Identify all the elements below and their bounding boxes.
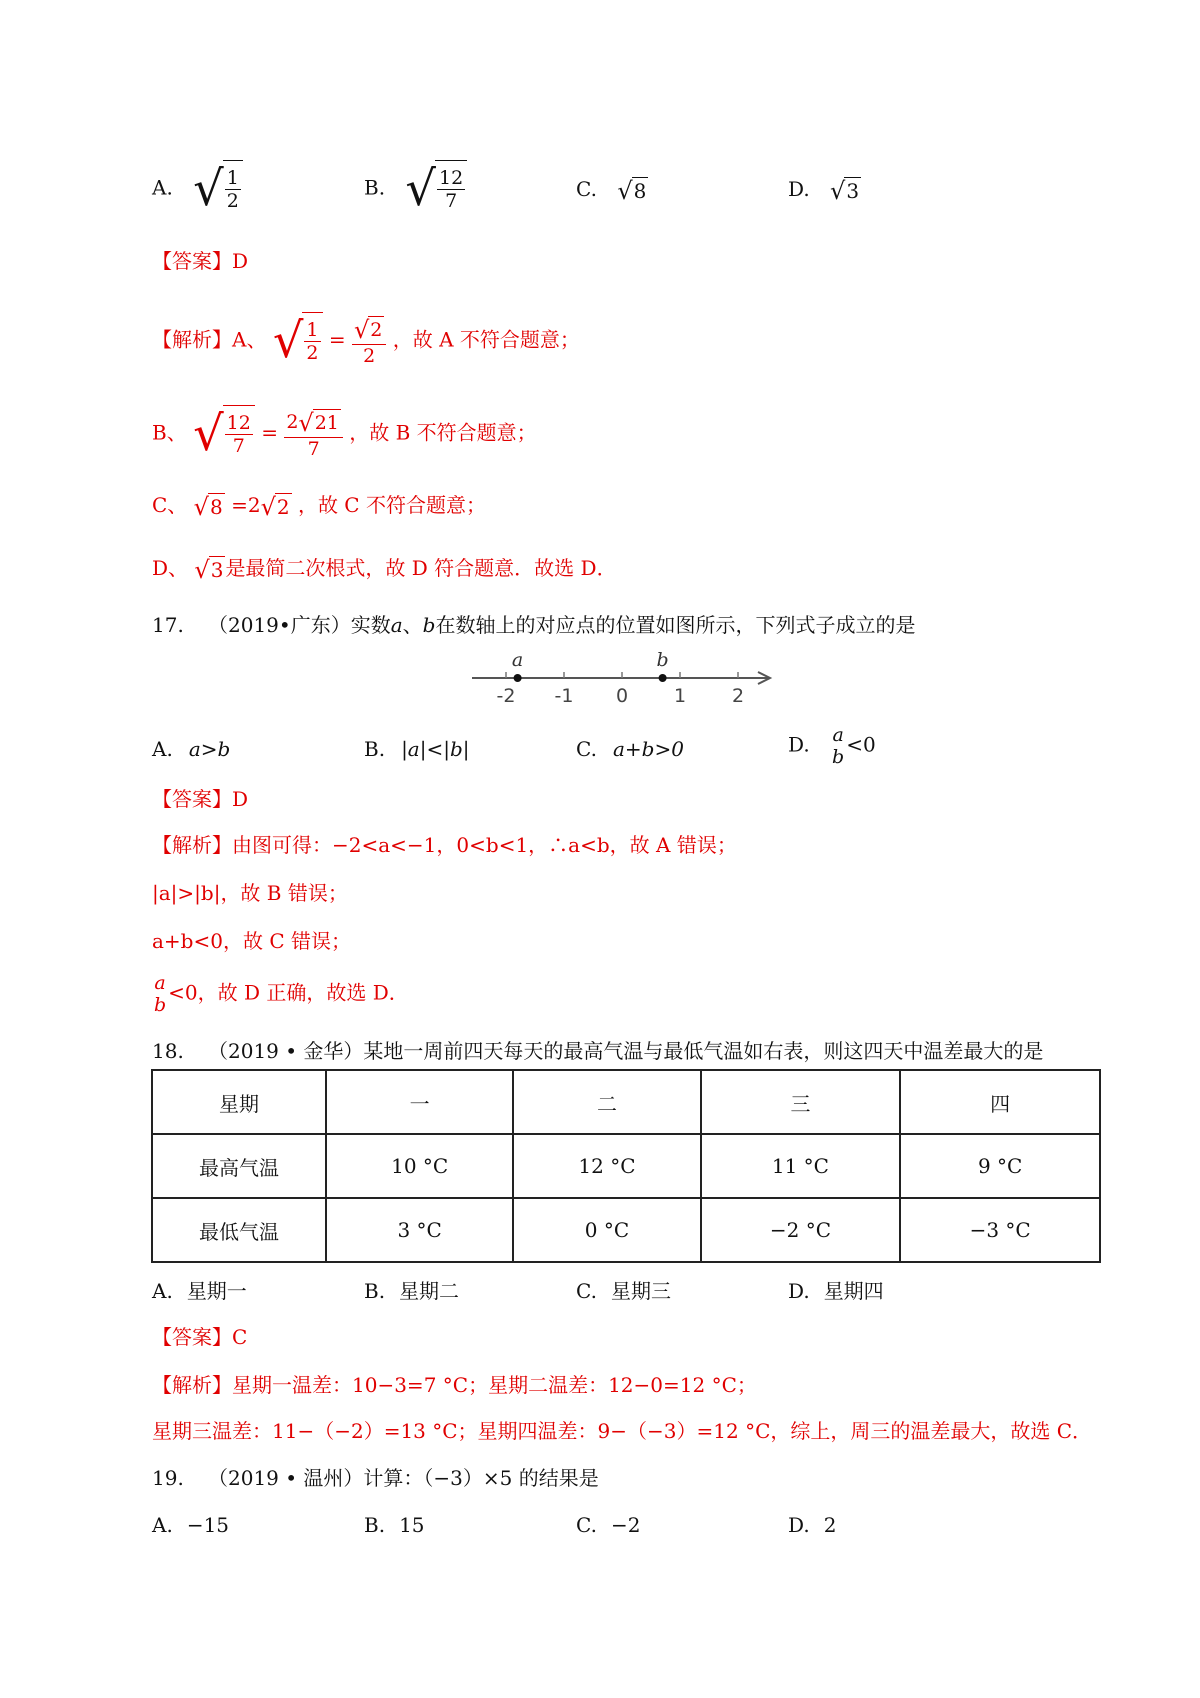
q16-option-a: A. √ $\frac{1}{2}$ [152, 160, 243, 218]
q17-option-d: D. a b <0 [788, 724, 876, 768]
q17-option-c: C. a+b>0 [576, 737, 684, 761]
sqrt-symbol: √ 8 [193, 492, 223, 521]
table-cell: 3 °C [326, 1198, 513, 1262]
sqrt-symbol: √ $\frac{1}{2}$ [193, 160, 243, 218]
temperature-table [151, 1069, 1101, 1263]
q17-answer: 【答案】D [152, 787, 249, 811]
table-cell: 9 °C [900, 1134, 1100, 1198]
q18-analysis-line-1: 【解析】星期一温差：10−3=7 °C；星期二温差：12−0=12 °C； [152, 1373, 757, 1397]
q18-option-c: C. 星期三 [576, 1279, 671, 1303]
q18-answer: 【答案】C [152, 1325, 248, 1349]
q17-analysis-line-1: 【解析】由图可得：−2<a<−1，0<b<1，∴a<b，故 A 错误； [152, 833, 737, 857]
number-line-point-b [659, 674, 667, 682]
q17-option-a: A. a>b [152, 737, 231, 761]
q17-option-b: B. |a|<|b| [364, 737, 470, 761]
table-cell: 四 [900, 1070, 1100, 1134]
table-cell: 一 [326, 1070, 513, 1134]
table-cell: 最高气温 [152, 1134, 326, 1198]
q16-option-b: B. √ $\frac{12}{7}$ [364, 160, 467, 218]
q17-stem: 17. （2019•广东）实数a、b在数轴上的对应点的位置如图所示，下列式子成立的是 [152, 613, 916, 637]
q18-stem: 18. （2019 • 金华）某地一周前四天每天的最高气温与最低气温如右表，则这四天中温差最大的是 [152, 1039, 1044, 1063]
table-cell: 0 °C [513, 1198, 700, 1262]
sqrt-symbol: √ 3 [194, 555, 224, 584]
q19-stem: 19. （2019 • 温州）计算：（−3）×5 的结果是 [152, 1466, 599, 1490]
sqrt-symbol: √ 8 [617, 176, 647, 205]
sqrt-symbol: √ 3 [830, 176, 860, 205]
table-row [152, 1198, 1100, 1262]
q16-analysis-b: B、 √ $\frac{12}{7}$ = 2 √ 21 7 ，故 B 不符合题意； [152, 406, 537, 462]
table-row [152, 1134, 1100, 1198]
q19-option-c: C. −2 [576, 1513, 641, 1537]
table-cell: 10 °C [326, 1134, 513, 1198]
q16-analysis-a: 【解析】A、 √ $\frac{1}{2}$ = √ 2 2 ，故 A 不符合题意； [152, 313, 580, 369]
number-line-point-a [514, 674, 522, 682]
q18-option-a: A. 星期一 [152, 1279, 247, 1303]
sqrt-symbol: √ 2 [260, 492, 290, 521]
q19-option-d: D. 2 [788, 1513, 837, 1537]
table-cell: 最低气温 [152, 1198, 326, 1262]
number-line-point-label-a: a [511, 650, 524, 671]
q16-option-c: C. √ 8 [576, 176, 647, 205]
q16-analysis-c: C、 √ 8 =2 √ 2 ，故 C 不符合题意； [152, 492, 486, 521]
number-line-tick-label: 0 [615, 685, 629, 707]
number-line-tick-label: -1 [554, 685, 574, 707]
number-line-tick-label: -2 [496, 685, 516, 707]
number-line-tick-label: 2 [731, 685, 745, 707]
table-cell: 12 °C [513, 1134, 700, 1198]
q17-analysis-line-2: |a|>|b|，故 B 错误； [152, 881, 348, 905]
q16-option-d: D. √ 3 [788, 176, 860, 205]
number-line-tick-label: 1 [673, 685, 687, 707]
q19-option-b: B. 15 [364, 1513, 425, 1537]
table-cell: 三 [701, 1070, 901, 1134]
table-cell: 二 [513, 1070, 700, 1134]
q17-analysis-line-4: a b <0，故 D 正确，故选 D． [154, 972, 409, 1016]
number-line [470, 650, 780, 708]
q18-analysis-line-2: 星期三温差：11−（−2）=13 °C；星期四温差：9−（−3）=12 °C，综上，周三的温差最大，故选 C． [152, 1419, 1093, 1443]
number-line-point-label-b: b [656, 650, 669, 671]
sqrt-symbol: √ $\frac{12}{7}$ [193, 405, 255, 463]
sqrt-symbol: √ $\frac{12}{7}$ [405, 160, 467, 218]
table-cell: 星期 [152, 1070, 326, 1134]
sqrt-symbol: √ 21 [298, 408, 339, 437]
table-cell: 11 °C [701, 1134, 901, 1198]
sqrt-symbol: √ $\frac{1}{2}$ [273, 312, 323, 370]
q17-analysis-line-3: a+b<0，故 C 错误； [152, 929, 351, 953]
q18-option-b: B. 星期二 [364, 1279, 460, 1303]
q16-answer: 【答案】D [152, 249, 249, 273]
table-cell: −2 °C [701, 1198, 901, 1262]
table-header-row [152, 1070, 1100, 1134]
q19-option-a: A. −15 [152, 1513, 230, 1537]
q16-analysis-d: D、 √ 3 是最简二次根式，故 D 符合题意．故选 D． [152, 555, 617, 584]
table-cell: −3 °C [900, 1198, 1100, 1262]
q18-option-d: D. 星期四 [788, 1279, 884, 1303]
sqrt-symbol: √ 2 [353, 315, 383, 344]
